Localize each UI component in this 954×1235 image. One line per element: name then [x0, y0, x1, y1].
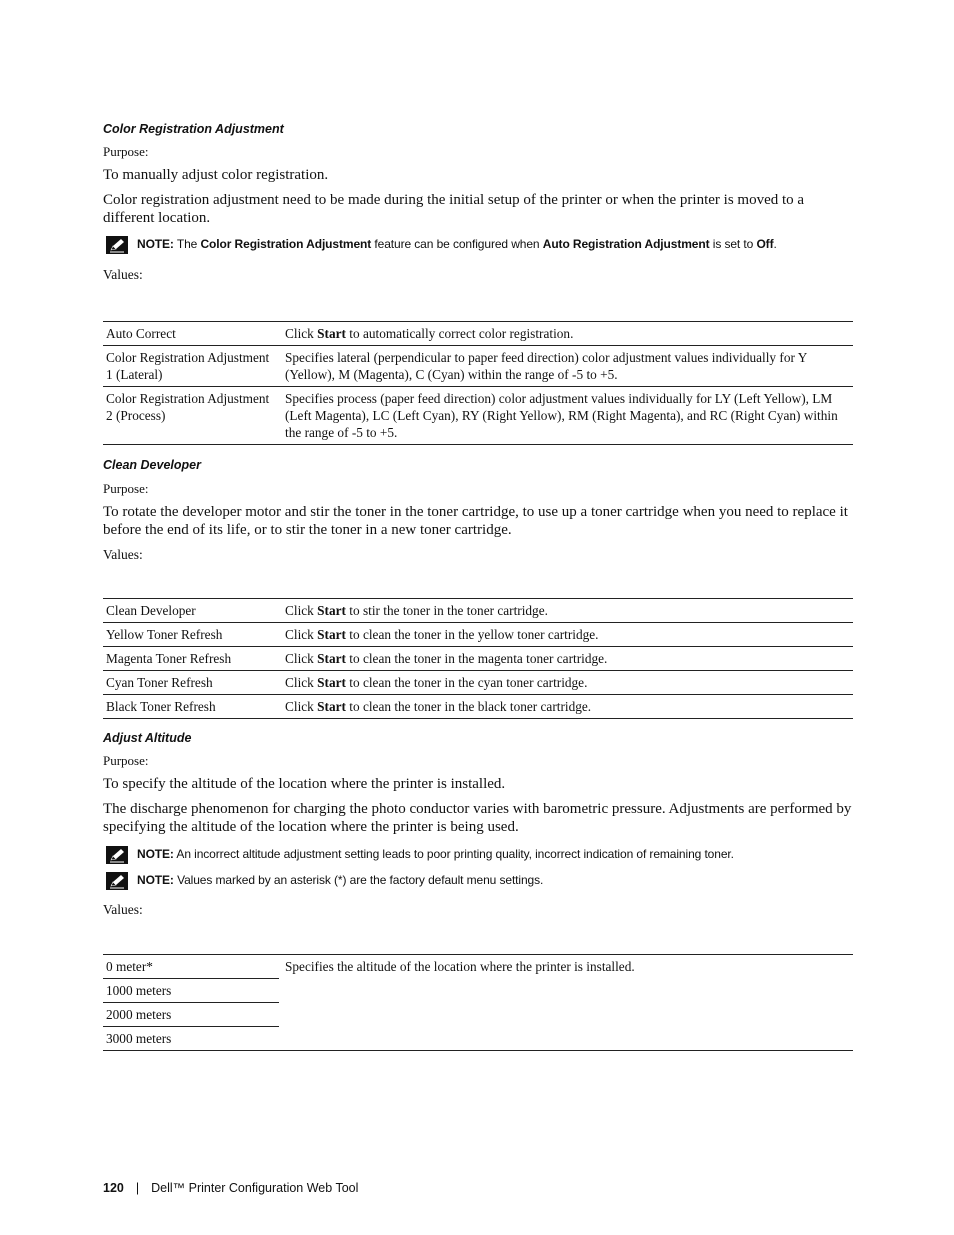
footer-title: Dell™ Printer Configuration Web Tool — [151, 1181, 359, 1195]
table-row — [103, 647, 853, 671]
value-description: Specifies lateral (perpendicular to paper feed direction) color adjustment values individually for Y (Yellow), M (Magenta), C (Cyan) within the range of -5 to +5. — [279, 346, 853, 387]
value-description: Click Start to clean the toner in the magenta toner cartridge. — [279, 647, 853, 671]
note-box — [103, 236, 853, 256]
value-name: Black Toner Refresh — [103, 695, 279, 719]
note-text: . — [773, 237, 777, 251]
value-name: Magenta Toner Refresh — [103, 647, 279, 671]
value-description: Click Start to clean the toner in the cyan toner cartridge. — [279, 671, 853, 695]
value-name: Auto Correct — [103, 322, 279, 346]
value-name: Color Registration Adjustment 1 (Lateral) — [103, 346, 279, 387]
purpose-label: Purpose: — [103, 144, 149, 159]
section-heading-adjust-altitude: Adjust Altitude — [103, 731, 192, 745]
value-name: 1000 meters — [103, 979, 279, 1003]
value-name: 0 meter* — [103, 955, 279, 979]
page-number: 120 — [103, 1181, 124, 1195]
value-description: Specifies the altitude of the location where the printer is installed. — [279, 955, 853, 1051]
paragraph: To rotate the developer motor and stir the toner in the toner cartridge, to use up a toner cartridge when you need to replace it before the end of its life, or to stir the toner in a new toner cartridge. — [103, 504, 848, 538]
table-row — [103, 387, 853, 445]
page-footer — [103, 1181, 358, 1195]
purpose-label: Purpose: — [103, 753, 149, 768]
footer-separator: | — [135, 1181, 140, 1195]
table-row — [103, 671, 853, 695]
table-row — [103, 322, 853, 346]
note-box — [103, 846, 853, 866]
value-description: Click Start to clean the toner in the black toner cartridge. — [279, 695, 853, 719]
value-name: Yellow Toner Refresh — [103, 623, 279, 647]
note-text: The — [173, 237, 201, 251]
value-name: Clean Developer — [103, 599, 279, 623]
value-name: Color Registration Adjustment 2 (Process) — [103, 387, 279, 445]
values-table-altitude — [103, 954, 853, 1051]
note-pencil-icon — [106, 846, 128, 864]
value-description: Specifies process (paper feed direction) color adjustment values individually for LY (Left Yellow), LM (Left Magenta), LC (Left Cyan), RY (Right Yellow), RM (Right Magenta), and RC (Right Cyan) within the range of -5 to +5. — [279, 387, 853, 445]
value-name: 3000 meters — [103, 1027, 279, 1051]
value-description: Click Start to stir the toner in the toner cartridge. — [279, 599, 853, 623]
values-label: Values: — [103, 267, 143, 282]
table-row — [103, 955, 853, 979]
note-term: Off — [756, 237, 774, 251]
paragraph: To manually adjust color registration. — [103, 167, 329, 183]
paragraph: To specify the altitude of the location where the printer is installed. — [103, 776, 506, 792]
value-description: Click Start to clean the toner in the yellow toner cartridge. — [279, 623, 853, 647]
value-name: Cyan Toner Refresh — [103, 671, 279, 695]
table-row — [103, 623, 853, 647]
note-term: Auto Registration Adjustment — [542, 237, 710, 251]
note-text: An incorrect altitude adjustment setting leads to poor printing quality, incorrect indication of remaining toner. — [173, 847, 734, 861]
paragraph: The discharge phenomenon for charging the photo conductor varies with barometric pressure. Adjustments are performed by specifying the altitude of the location where the printer is being used. — [103, 801, 852, 835]
purpose-label: Purpose: — [103, 481, 149, 496]
value-description: Click Start to automatically correct color registration. — [279, 322, 853, 346]
table-row — [103, 695, 853, 719]
section-heading-color-registration: Color Registration Adjustment — [103, 122, 284, 136]
note-label: NOTE: — [137, 237, 174, 251]
note-label: NOTE: — [137, 873, 174, 887]
note-pencil-icon — [106, 236, 128, 254]
note-box — [103, 872, 853, 892]
note-text: feature can be configured when — [371, 237, 543, 251]
values-label: Values: — [103, 902, 143, 917]
value-name: 2000 meters — [103, 1003, 279, 1027]
note-text: Values marked by an asterisk (*) are the factory default menu settings. — [173, 873, 544, 887]
table-row — [103, 346, 853, 387]
values-table-clean-developer — [103, 598, 853, 719]
table-row — [103, 599, 853, 623]
note-label: NOTE: — [137, 847, 174, 861]
paragraph: Color registration adjustment need to be made during the initial setup of the printer or when the printer is moved to a different location. — [103, 192, 805, 226]
values-table-color-registration — [103, 321, 853, 445]
note-text: is set to — [709, 237, 757, 251]
section-heading-clean-developer: Clean Developer — [103, 458, 201, 472]
note-pencil-icon — [106, 872, 128, 890]
note-term: Color Registration Adjustment — [200, 237, 372, 251]
values-label: Values: — [103, 547, 143, 562]
